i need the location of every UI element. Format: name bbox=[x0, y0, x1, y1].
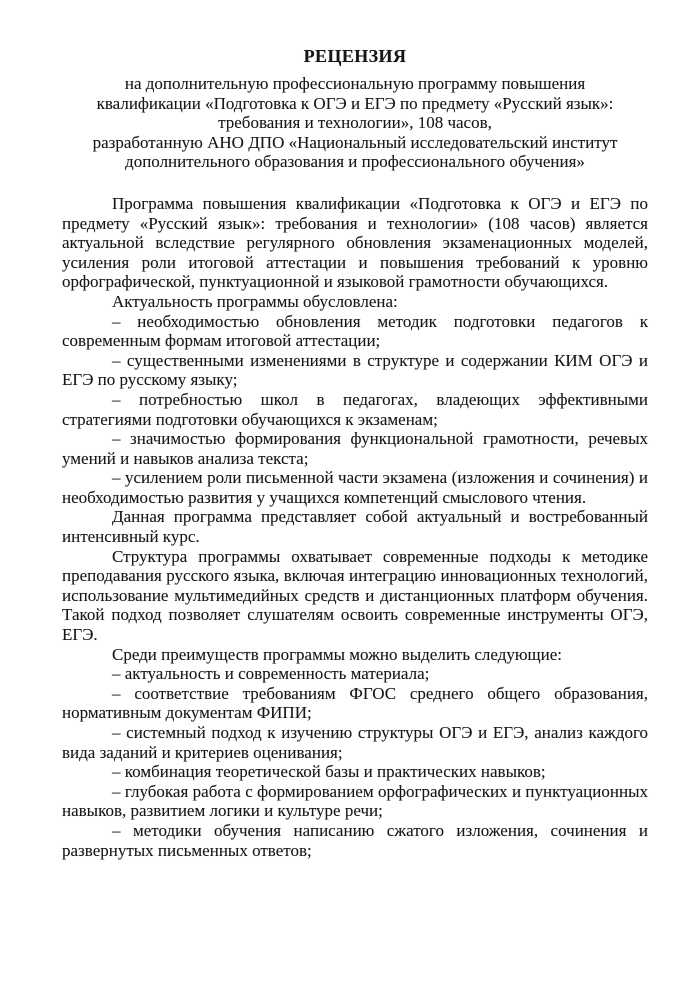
bullet-item-actuality: – актуальность и современность материала; bbox=[112, 664, 430, 684]
bullet-item-written-exam: – усилением роли письменной части экзамена (изложения и сочинения) и необходимостью развития у учащихся компетенций смыслового чтения. bbox=[62, 468, 648, 507]
subtitle-line: на дополнительную профессиональную программу повышения bbox=[124, 74, 586, 93]
subtitle-line: квалификации «Подготовка к ОГЭ и ЕГЭ по предмету «Русский язык»: bbox=[96, 93, 614, 113]
bullet-item-theory-practice: – комбинация теоретической базы и практических навыков; bbox=[112, 762, 546, 782]
paragraph-program-overview: Программа повышения квалификации «Подготовка к ОГЭ и ЕГЭ по предмету «Русский язык»: требования и технологии» (108 часов) является актуальной вследствие регулярного обновления экзаменационных моделей, усиления роли итоговой аттестации и повышения требований к уровню орфографической, пунктуационной и языковой грамотности обучающихся. bbox=[62, 193, 648, 292]
bullet-item-writing-methods: – методики обучения написанию сжатого изложения, сочинения и развернутых письменных ответов; bbox=[62, 820, 648, 860]
review-document bbox=[62, 46, 648, 860]
subtitle-line: разработанную АНО ДПО «Национальный исследовательский институт bbox=[92, 132, 618, 152]
bullet-item-methods-update: – необходимостью обновления методик подготовки педагогов к современным формам итоговой аттестации; bbox=[62, 311, 648, 351]
document-body bbox=[62, 194, 648, 860]
bullet-item-system-approach: – системный подход к изучению структуры ОГЭ и ЕГЭ, анализ каждого вида заданий и критериев оценивания; bbox=[62, 723, 648, 762]
paragraph-structure-overview: Структура программы охватывает современные подходы к методике преподавания русского языка, включая интеграцию инновационных технологий, использование мультимедийных средств и дистанционных платформ обучения. Такой подход позволяет слушателям освоить современные инструменты ОГЭ, ЕГЭ. bbox=[62, 546, 648, 645]
bullet-item-kim-changes: – существенными изменениями в структуре и содержании КИМ ОГЭ и ЕГЭ по русскому языку; bbox=[62, 350, 648, 390]
subtitle-line: требования и технологии», 108 часов, bbox=[218, 113, 492, 133]
paragraph-advantages-lead: Среди преимуществ программы можно выделить следующие: bbox=[112, 644, 563, 664]
document-subtitle bbox=[62, 74, 648, 172]
document-title: РЕЦЕНЗИЯ bbox=[303, 46, 407, 66]
bullet-item-functional-literacy: – значимостью формирования функциональной грамотности, речевых умений и навыков анализа текста; bbox=[62, 429, 648, 468]
bullet-item-spelling-skills: – глубокая работа с формированием орфографических и пунктуационных навыков, развитием логики и культуре речи; bbox=[62, 781, 648, 821]
bullet-item-fgos-compliance: – соответствие требованиям ФГОС среднего общего образования, нормативным документам ФИПИ; bbox=[62, 683, 648, 723]
paragraph-relevance-lead: Актуальность программы обусловлена: bbox=[112, 291, 398, 311]
subtitle-line: дополнительного образования и профессионального обучения» bbox=[125, 152, 585, 172]
paragraph-course-summary: Данная программа представляет собой актуальный и востребованный интенсивный курс. bbox=[62, 507, 648, 547]
bullet-item-school-needs: – потребностью школ в педагогах, владеющих эффективными стратегиями подготовки обучающихся к экзаменам; bbox=[62, 389, 648, 429]
